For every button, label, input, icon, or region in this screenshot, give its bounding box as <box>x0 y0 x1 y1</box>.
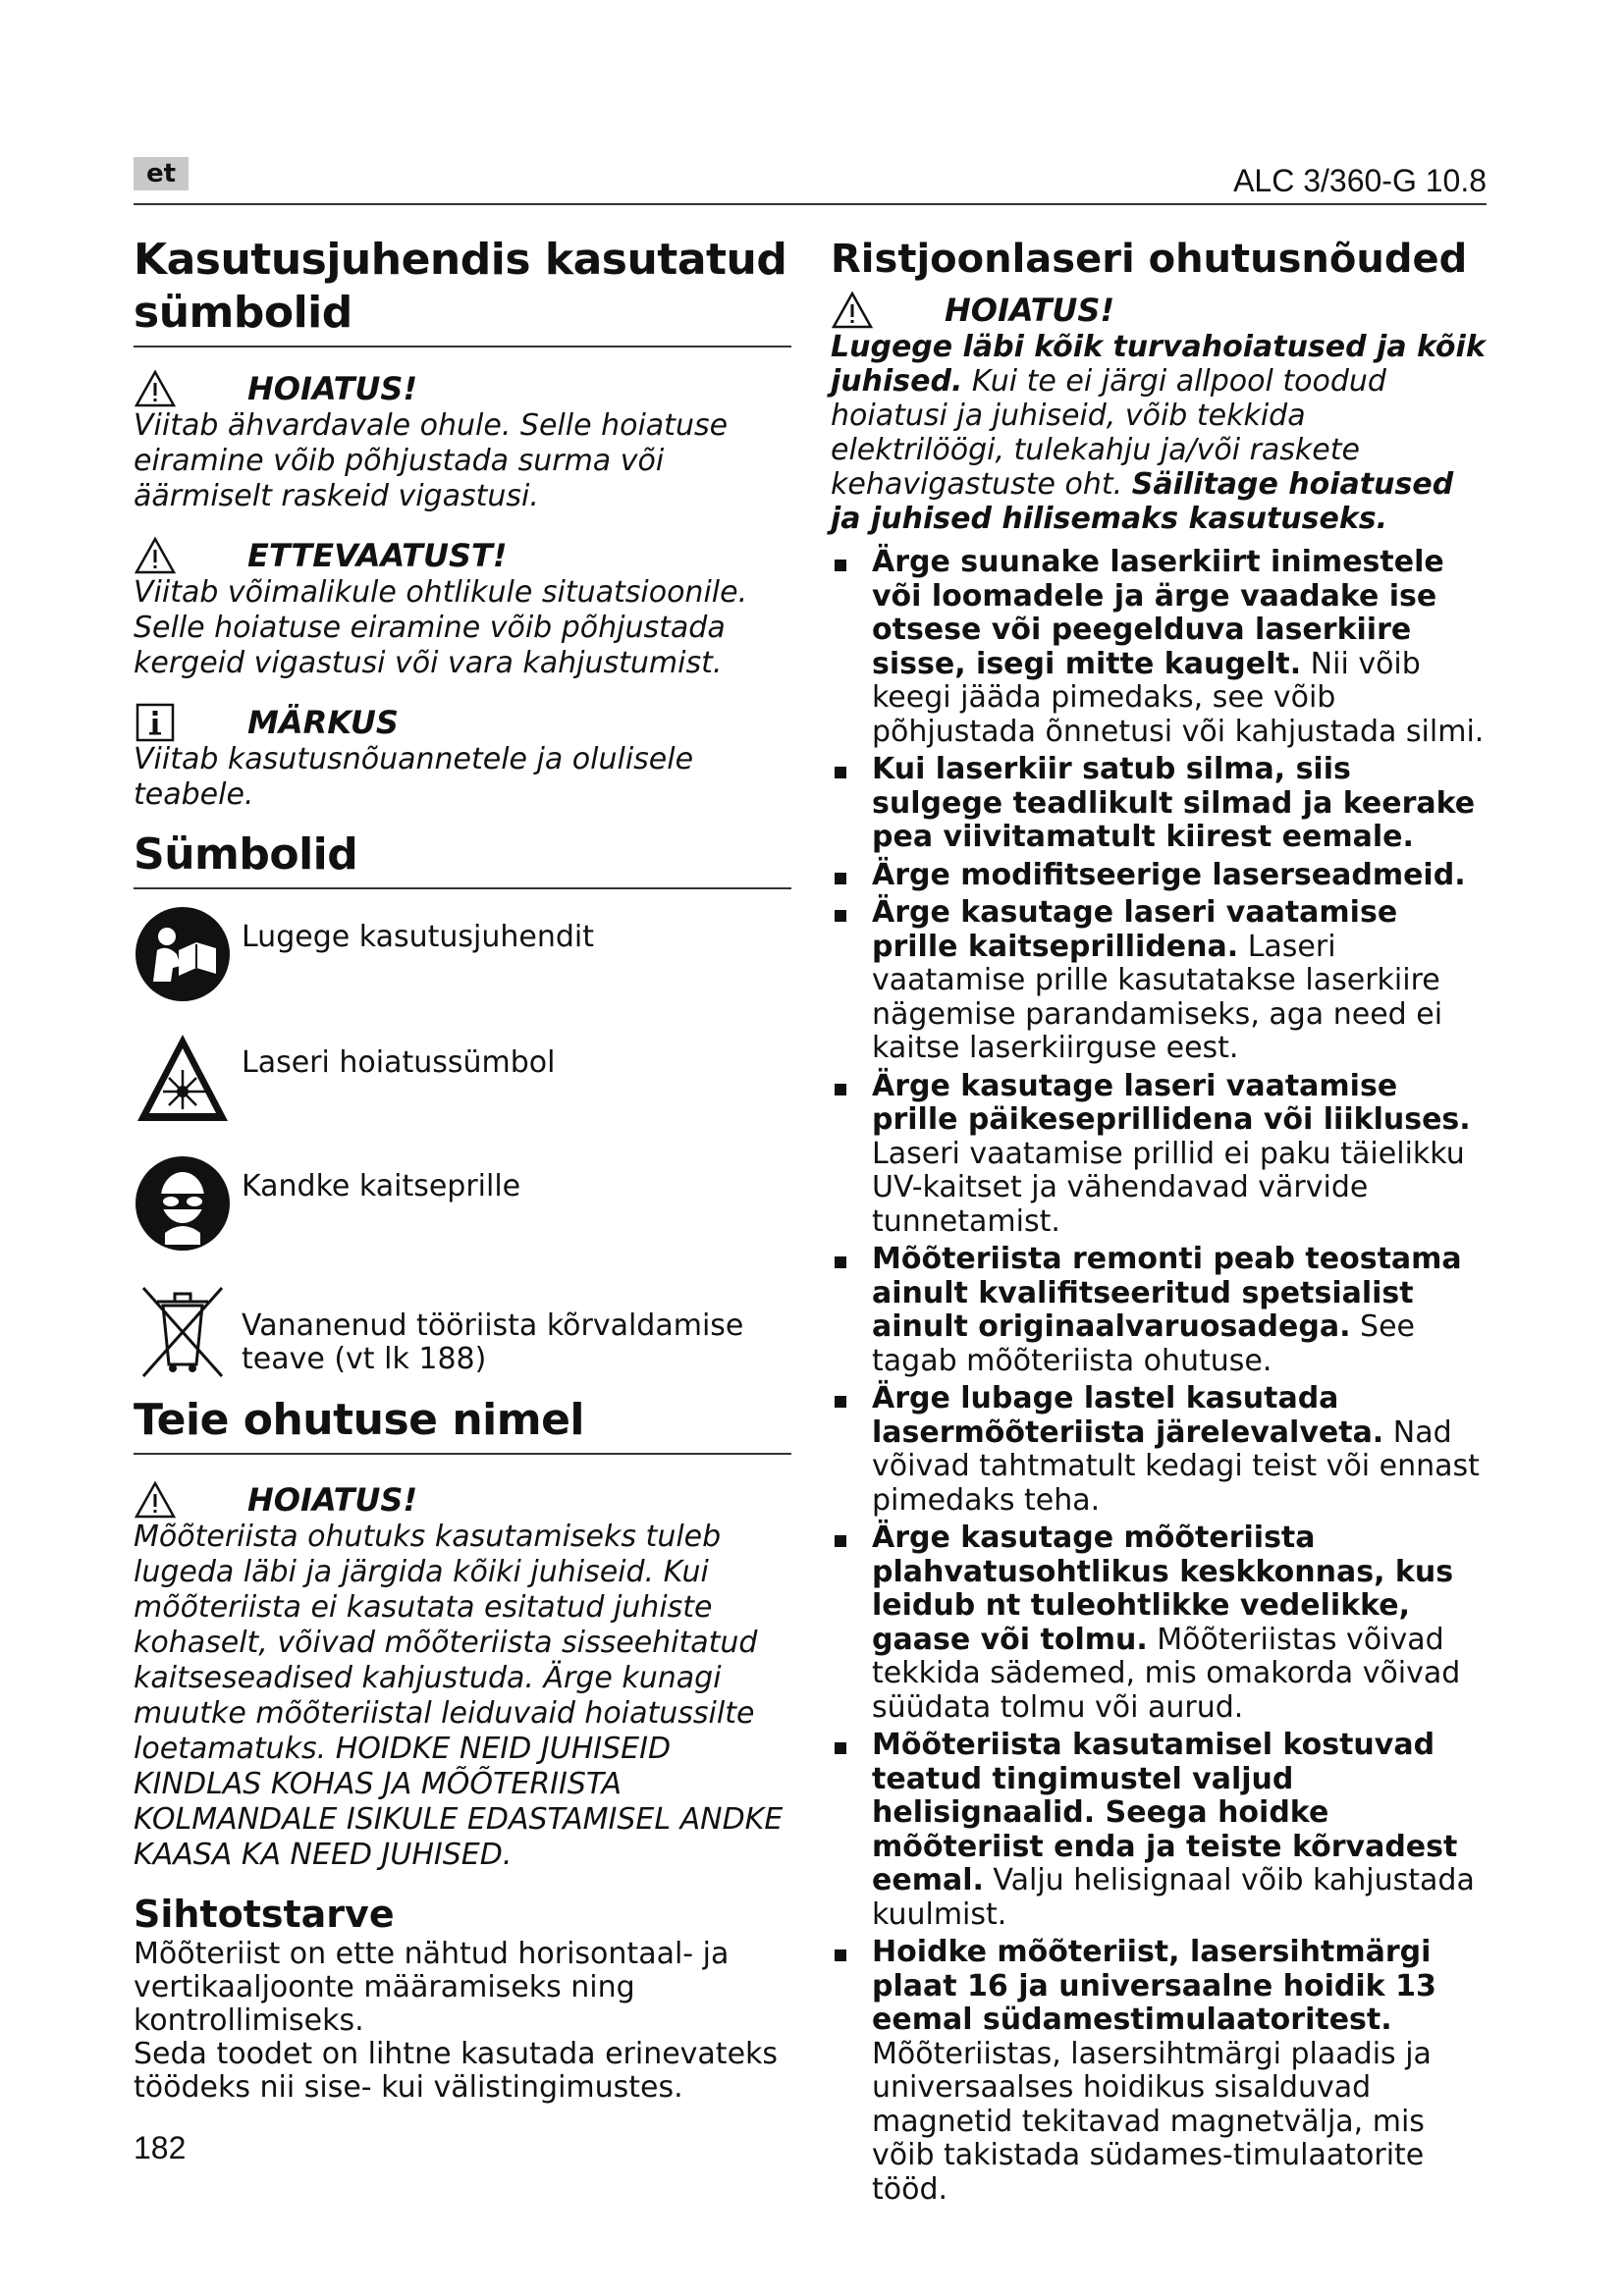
signal-warning <box>134 369 791 514</box>
heading-purpose: Sihtotstarve <box>134 1893 395 1936</box>
safety-text: Mõõteriista ohutuks kasutamiseks tuleb lugeda läbi ja järgida kõiki juhiseid. Kui mõõteriista ei kasutata esitatud juhiste kohaselt, võivad mõõteriista sisseehitatud kaitseseadised kahjustuda. Ärge kunagi muutke mõõteriistal leiduvaid hoiatussilte loetamatuks. HOIDKE NEID JUHISEID KINDLAS KOHAS JA MÕÕTERIISTA KOLMANDALE ISIKULE EDASTAMISEL ANDKE KAASA KA NEED JUHISED. <box>134 1520 784 1872</box>
list-item <box>831 1070 1487 1240</box>
heading-block <box>134 234 791 347</box>
list-item <box>831 859 1487 893</box>
signal-text: Viitab võimalikule ohtlikule situatsioonile. Selle hoiatuse eiramine võib põhjustada kergeid vigastusi või vara kahjustumist. <box>134 575 748 680</box>
laser-signal <box>831 291 1487 330</box>
heading-block <box>134 828 791 889</box>
symbol-row <box>134 1154 791 1253</box>
list-item <box>831 546 1487 749</box>
item-text: Nii võib keegi jääda pimedaks, see võib põhjustada õnnetusi või kahjustada silmi. <box>872 646 1485 749</box>
item-text: Laseri vaatamise prille kasutatakse laserkiire nägemise parandamiseks, aga need ei kaitse laserkiirguse eest. <box>872 929 1443 1065</box>
heading-safety: Teie ohutuse nimel <box>134 1395 585 1445</box>
safety-signal <box>134 1480 791 1520</box>
item-bold: Ärge kasutage laseri vaatamise prille kaitseprillidena. <box>872 895 1398 964</box>
item-bold: Ärge kasutage mõõteriista plahvatusohtlikus keskkonnas, kus leidub nt tuleohtlikke vedelikke, gaase või tolmu. <box>872 1521 1454 1657</box>
warning-triangle-icon <box>134 536 177 575</box>
signal-word: HOIATUS! <box>247 370 418 407</box>
intro-text: Kui te ei järgi allpool toodud hoiatusi ja juhiseid, võib tekkida elektrilöögi, tulekahju ja/või raskete kehavigastuste oht. <box>831 364 1386 502</box>
laser-intro <box>831 330 1487 536</box>
list-item <box>831 896 1487 1066</box>
signal-text: Viitab kasutusnõuannetele ja olulisele teabele. <box>134 742 694 812</box>
crossed-bin-icon <box>134 1282 232 1380</box>
item-bold: Hoidke mõõteriist, lasersihtmärgi plaat 16 ja universaalne hoidik 13 eemal südamestimulaatoritest. <box>872 1935 1436 2037</box>
item-text: Mõõteriistas võivad tekkida sädemed, mis omakorda võivad süüdata tolmu või aurud. <box>872 1622 1461 1725</box>
heading-block <box>134 1394 791 1455</box>
item-bold: Ärge lubage lastel kasutada lasermõõteriista järelevalveta. <box>872 1381 1384 1450</box>
item-text: Mõõteriistas, lasersihtmärgi plaadis ja universaalses hoidikus sisalduvad magnetid tekitavad magnetvälja, mis võib takistada südames-timulaatorite tööd. <box>872 2036 1432 2207</box>
symbol-row <box>134 1282 791 1380</box>
list-item <box>831 1729 1487 1932</box>
item-text: See tagab mõõteriista ohutuse. <box>872 1309 1415 1378</box>
list-item <box>831 1243 1487 1378</box>
signal-word: HOIATUS! <box>247 1481 418 1519</box>
item-text: Laseri vaatamise prillid ei paku täielikku UV-kaitset ja vähendavad värvide tunnetamist. <box>872 1136 1465 1239</box>
laser-warning-icon <box>134 1031 232 1129</box>
warning-triangle-icon <box>134 369 177 408</box>
right-column <box>831 234 1487 2211</box>
page-number: 182 <box>134 2130 187 2165</box>
symbol-row <box>134 1031 791 1129</box>
read-manual-icon <box>134 905 232 1003</box>
signal-word: HOIATUS! <box>945 292 1115 329</box>
symbol-row <box>134 905 791 1003</box>
safety-list <box>831 546 1487 2207</box>
signal-word: MÄRKUS <box>247 704 399 741</box>
heading-laser-safety: Ristjoonlaseri ohutusnõuded <box>831 237 1468 282</box>
item-text: Nad võivad tahtmatult kedagi teist või ennast pimedaks teha. <box>872 1415 1480 1518</box>
symbol-label: Kandke kaitseprille <box>242 1169 521 1203</box>
item-bold: Mõõteriista kasutamisel kostuvad teatud tingimustel valjud helisignaalid. Seega hoidke mõõteriist enda ja teiste kõrvadest eemal. <box>872 1728 1458 1897</box>
list-item <box>831 1382 1487 1518</box>
item-bold: Ärge kasutage laseri vaatamise prille päikeseprillidena või liikluses. <box>872 1068 1471 1137</box>
warning-triangle-icon <box>831 291 874 330</box>
purpose-text: Seda toodet on lihtne kasutada erinevateks töödeks nii sise- kui välistingimustes. <box>134 2037 779 2105</box>
signal-word: ETTEVAATUST! <box>247 537 508 574</box>
list-item <box>831 753 1487 855</box>
heading-symbols-used: Kasutusjuhendis kasutatud sümbolid <box>134 235 787 338</box>
signal-note <box>134 703 791 813</box>
purpose-text: Mõõteriist on ette nähtud horisontaal- ja vertikaaljoonte määramiseks ning kontrollimiseks. <box>134 1937 730 2038</box>
symbol-label: Vananenud tööriista kõrvaldamise teave (vt lk 188) <box>242 1308 744 1376</box>
item-text: Valju helisignaal võib kahjustada kuulmist. <box>872 1863 1475 1932</box>
model-name: ALC 3/360-G 10.8 <box>1233 163 1487 198</box>
signal-text: Viitab ähvardavale ohule. Selle hoiatuse eiramine võib põhjustada surma või äärmiselt raskeid vigastusi. <box>134 408 729 513</box>
item-bold: Ärge modifitseerige laserseadmeid. <box>872 857 1466 892</box>
intro-bold: Säilitage hoiatused ja juhised hilisemaks kasutuseks. <box>831 467 1454 536</box>
item-bold: Ärge suunake laserkiirt inimestele või loomadele ja ärge vaadake ise otsese või peegelduva laserkiire sisse, isegi mitte kaugelt. <box>872 545 1444 681</box>
item-bold: Kui laserkiir satub silma, siis sulgege teadlikult silmad ja keerake pea viivitamatult kiirest eemale. <box>872 752 1476 854</box>
heading-symbols: Sümbolid <box>134 829 358 880</box>
list-item <box>831 1522 1487 1725</box>
language-tag: et <box>134 157 189 190</box>
item-bold: Mõõteriista remonti peab teostama ainult kvalifitseeritud spetsialist ainult originaalvaruosadega. <box>872 1242 1462 1344</box>
warning-triangle-icon <box>134 1480 177 1520</box>
list-item <box>831 1936 1487 2207</box>
info-icon <box>134 703 177 742</box>
safety-goggles-icon <box>134 1154 232 1253</box>
intro-bold: Lugege läbi kõik turvahoiatused ja kõik juhised. <box>831 330 1486 399</box>
left-column <box>134 234 791 2105</box>
symbol-label: Lugege kasutusjuhendit <box>242 920 594 954</box>
header-rule <box>134 203 1487 205</box>
signal-caution <box>134 536 791 681</box>
symbol-label: Laseri hoiatussümbol <box>242 1045 556 1080</box>
